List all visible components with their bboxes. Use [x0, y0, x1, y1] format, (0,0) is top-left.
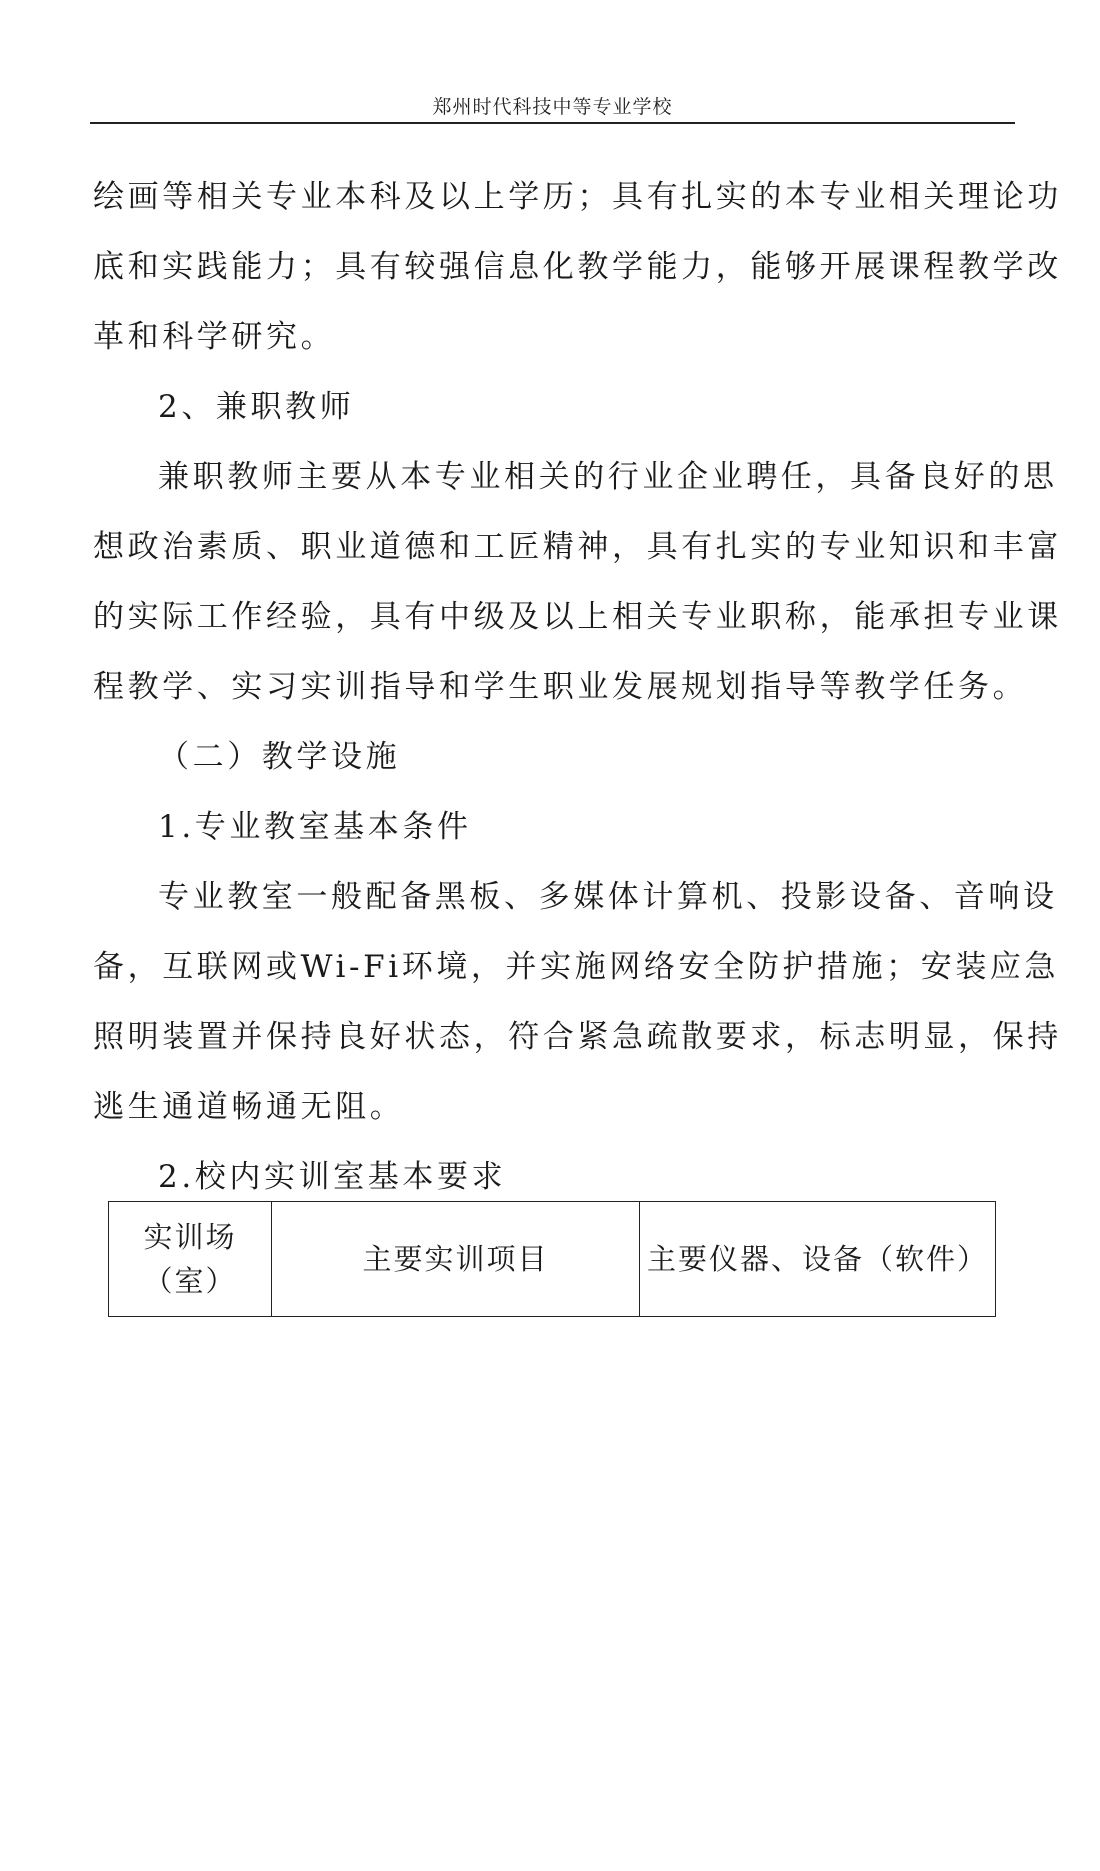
section-heading: （二）教学设施 — [158, 739, 401, 775]
subsection-heading: 2.校内实训室基本要求 — [158, 1159, 507, 1195]
section-heading: 2、兼职教师 — [158, 389, 355, 425]
table-header-cell: 主要实训项目 — [271, 1202, 639, 1316]
paragraph-line: 专业教室一般配备黑板、多媒体计算机、投影设备、音响设 — [158, 879, 1058, 915]
table-header-label: （室） — [143, 1264, 237, 1298]
header-divider — [90, 122, 1015, 124]
table-header-label: 实训场 — [143, 1220, 237, 1254]
page-header: 郑州时代科技中等专业学校 — [432, 96, 673, 118]
table-header-cell: 主要仪器、设备（软件） — [639, 1202, 995, 1316]
subsection-heading: 1.专业教室基本条件 — [158, 809, 472, 845]
paragraph-line: 想政治素质、职业道德和工匠精神，具有扎实的专业知识和丰富 — [93, 529, 1062, 565]
paragraph-line: 逃生通道畅通无阻。 — [93, 1089, 405, 1125]
table-header-cell — [109, 1202, 271, 1316]
paragraph-line: 兼职教师主要从本专业相关的行业企业聘任，具备良好的思 — [158, 459, 1058, 495]
paragraph-line: 程教学、实习实训指导和学生职业发展规划指导等教学任务。 — [93, 669, 1028, 705]
paragraph-line: 革和科学研究。 — [93, 319, 336, 355]
paragraph-line: 备，互联网或Wi-Fi环境，并实施网络安全防护措施；安装应急 — [93, 949, 1060, 985]
paragraph-line: 绘画等相关专业本科及以上学历；具有扎实的本专业相关理论功 — [93, 179, 1062, 215]
paragraph-line: 的实际工作经验，具有中级及以上相关专业职称，能承担专业课 — [93, 599, 1062, 635]
paragraph-line: 底和实践能力；具有较强信息化教学能力，能够开展课程教学改 — [93, 249, 1062, 285]
training-room-table — [108, 1201, 996, 1317]
paragraph-line: 照明装置并保持良好状态，符合紧急疏散要求，标志明显，保持 — [93, 1019, 1062, 1055]
